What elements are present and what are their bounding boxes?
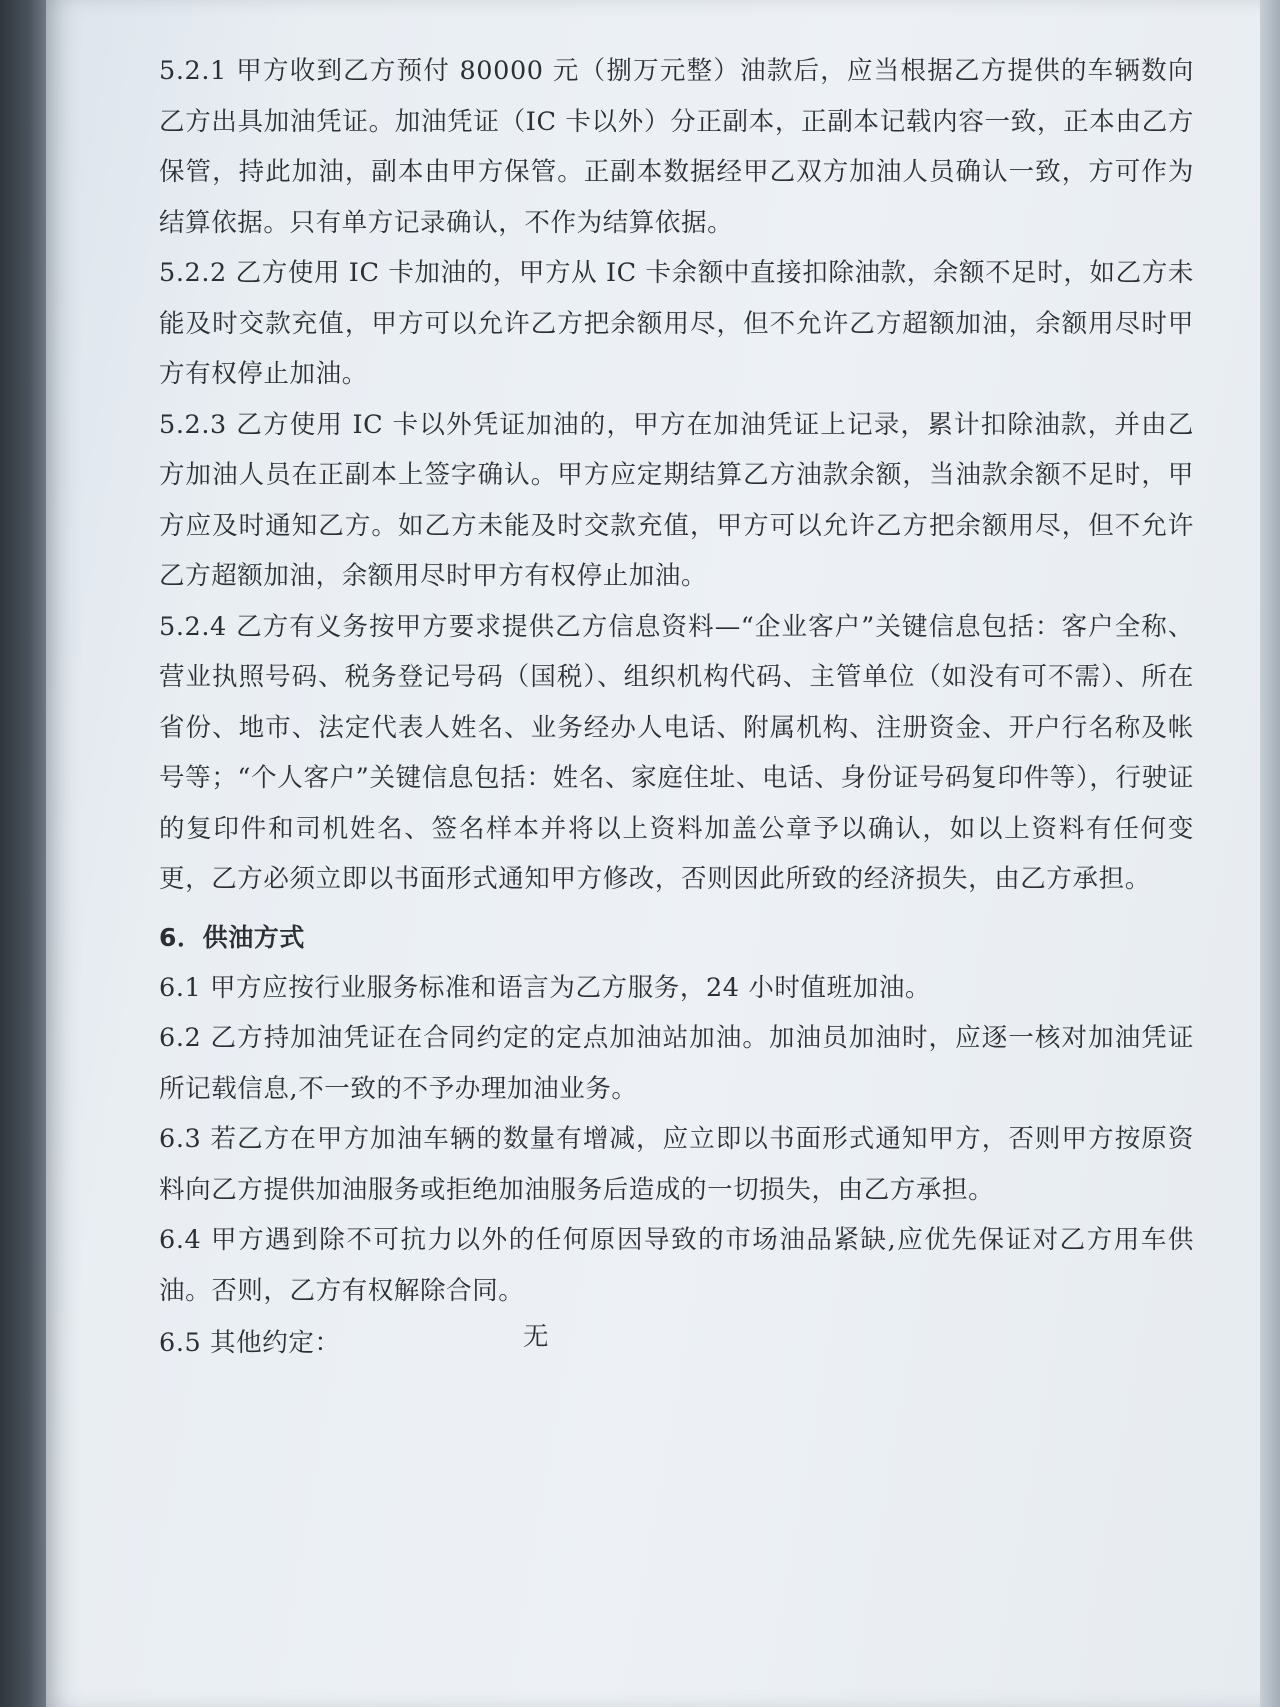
clause-5-2-2: 5.2.2 乙方使用 IC 卡加油的，甲方从 IC 卡余额中直接扣除油款，余额不足时，如乙方未能及时交款充值，甲方可以允许乙方把余额用尽，但不允许乙方超额加油，余额用尽时甲方有权停止加油。 (159, 258, 1194, 389)
clause-6-5 (159, 1316, 1194, 1370)
section-6-heading: 6．供油方式 (159, 922, 305, 952)
clause-5-2-4: 5.2.4 乙方有义务按甲方要求提供乙方信息资料—“企业客户”关键信息包括：客户全称、营业执照号码、税务登记号码（国税）、组织机构代码、主管单位（如没有可不需）、所在省份、地市、法定代表人姓名、业务经办人电话、附属机构、注册资金、开户行名称及帐号等；“个人客户”关键信息包括：姓名、家庭住址、电话、身份证号码复印件等），行驶证的复印件和司机姓名、签名样本并将以上资料加盖公章予以确认，如以上资料有任何变更，乙方必须立即以书面形式通知甲方修改，否则因此所致的经济损失，由乙方承担。 (159, 611, 1194, 894)
other-agreement-label: 6.5 其他约定： (159, 1328, 341, 1358)
binding-shadow (0, 0, 52, 1707)
clause-5-2-3: 5.2.3 乙方使用 IC 卡以外凭证加油的，甲方在加油凭证上记录，累计扣除油款，并由乙方加油人员在正副本上签字确认。甲方应定期结算乙方油款余额，当油款余额不足时，甲方应及时通知乙方。如乙方未能及时交款充值，甲方可以允许乙方把余额用尽，但不允许乙方超额加油，余额用尽时甲方有权停止加油。 (159, 409, 1194, 591)
clause-6-3: 6.3 若乙方在甲方加油车辆的数量有增减，应立即以书面形式通知甲方，否则甲方按原资料向乙方提供加油服务或拒绝加油服务后造成的一切损失，由乙方承担。 (159, 1124, 1194, 1205)
other-agreement-value: 无 (523, 1322, 550, 1352)
clause-6-2: 6.2 乙方持加油凭证在合同约定的定点加油站加油。加油员加油时，应逐一核对加油凭证所记载信息,不一致的不予办理加油业务。 (159, 1023, 1194, 1104)
document-body (159, 46, 1194, 1370)
clause-6-4: 6.4 甲方遇到除不可抗力以外的任何原因导致的市场油品紧缺,应优先保证对乙方用车供油。否则，乙方有权解除合同。 (159, 1225, 1194, 1306)
document-page (46, 0, 1260, 1707)
clause-5-2-1: 5.2.1 甲方收到乙方预付 80000 元（捌万元整）油款后，应当根据乙方提供的车辆数向乙方出具加油凭证。加油凭证（IC 卡以外）分正副本，正副本记载内容一致，正本由乙方保管，持此加油，副本由甲方保管。正副本数据经甲乙双方加油人员确认一致，方可作为结算依据。只有单方记录确认，不作为结算依据。 (159, 56, 1194, 238)
background-edge (1258, 0, 1280, 1707)
clause-6-1: 6.1 甲方应按行业服务标准和语言为乙方服务，24 小时值班加油。 (159, 972, 932, 1003)
